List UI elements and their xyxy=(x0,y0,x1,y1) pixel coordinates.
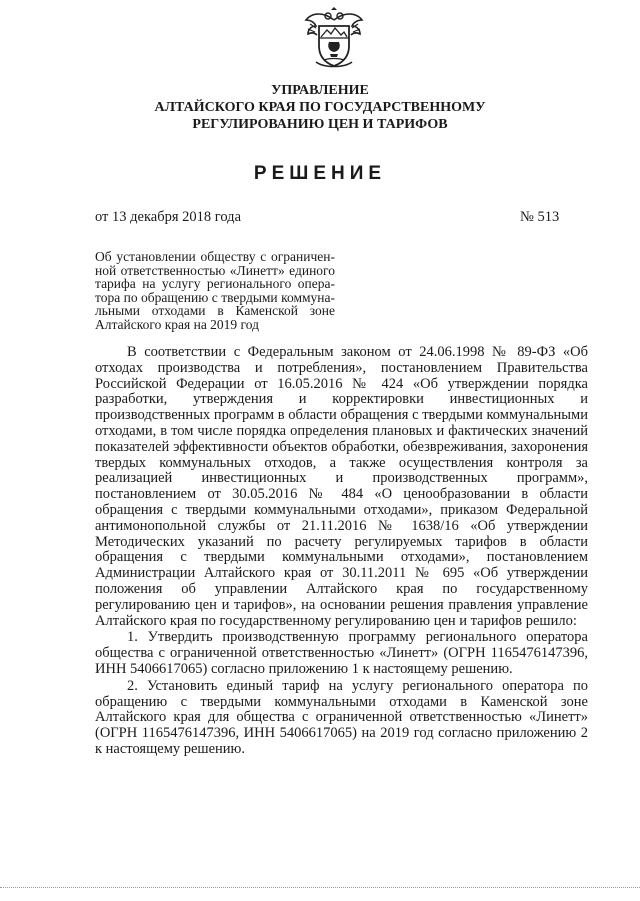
page-bottom-divider xyxy=(0,887,640,888)
preamble-paragraph: В соответствии с Федеральным законом от 24.06.1998 № 89-ФЗ «Об отходах производства и потребления», постановлением Правительства Российской Федерации от 16.05.2016 № 424 «Об утверждении порядка разработки, утверждения и корректировки инвестиционных и производственных программ в области обращения с твердыми коммунальными отходами, в том числе порядка определения плановых и фактических значений показателей эффективности объектов обработки, обезвреживания, захоронения твердых коммунальных отходов, а также осуществления контроля за реализацией инвестиционных и производственных программ», постановлением от 30.05.2016 № 484 «О ценообразовании в области обращения с твердыми коммунальными отходами», приказом Федеральной антимонопольной службы от 21.11.2016 № 1638/16 «Об утверждении Методических указаний по расчету регулируемых тарифов в области обращения с твердыми коммунальными отходами», постановлением Администрации Алтайского края от 30.11.2011 № 695 «Об утверждении положения об управлении Алтайского края по государственному регулированию цен и тарифов», на основании решения правления управление Алтайского края по государственному регулированию цен и тарифов решило: xyxy=(95,344,588,629)
org-line-2: АЛТАЙСКОГО КРАЯ ПО ГОСУДАРСТВЕННОМУ xyxy=(154,100,486,115)
subject-line: тора по обращению с твердыми коммуна- xyxy=(95,289,335,305)
document-subject xyxy=(95,250,335,331)
document-date: от 13 декабря 2018 года xyxy=(95,209,241,225)
document-title: РЕШЕНИЕ xyxy=(253,163,387,184)
decision-item-1: 1. Утвердить производственную программу регионального оператора общества с ограниченной ответственностью «Линетт» (ОГРН 1165476147396, ИНН 5406617065) согласно приложению 1 к настоящему решению. xyxy=(95,629,588,677)
org-line-3: РЕГУЛИРОВАНИЮ ЦЕН И ТАРИФОВ xyxy=(192,117,448,132)
subject-line: Алтайского края на 2019 год xyxy=(95,316,259,332)
document-number: № 513 xyxy=(520,209,560,225)
subject-line: Об установлении обществу с ограничен- xyxy=(95,249,335,264)
subject-line: льными отходами в Каменской зоне xyxy=(95,303,335,318)
subject-line: ной ответственностью «Линетт» единого xyxy=(95,262,335,278)
decision-item-2: 2. Установить единый тариф на услугу регионального оператора по обращению с твердыми коммунальными отходами в Каменской зоне Алтайского края для общества с ограниченной ответственностью «Линетт» (ОГРН 1165476147396, ИНН 5406617065) на 2019 год согласно приложению 2 к настоящему решению. xyxy=(95,677,588,757)
subject-line: тарифа на услугу регионального опера- xyxy=(95,276,335,291)
org-line-1: УПРАВЛЕНИЕ xyxy=(271,83,369,98)
document-body xyxy=(95,345,588,758)
coat-of-arms-icon xyxy=(302,6,366,70)
organization-header xyxy=(120,82,520,133)
